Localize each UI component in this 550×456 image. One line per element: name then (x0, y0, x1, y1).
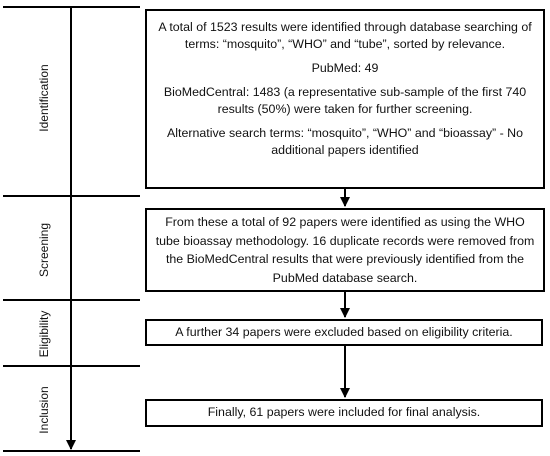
inclusion-text: Finally, 61 papers were included for final analysis. (207, 405, 481, 419)
stage-label-inclusion: Inclusion (37, 386, 51, 434)
eligibility-box (145, 319, 543, 346)
stage-label-screening: Screening (37, 222, 51, 278)
stage-label-identification: Identification (37, 64, 51, 132)
identification-box (145, 9, 545, 189)
eligibility-text: A further 34 papers were excluded based on eligibility criteria. (175, 325, 513, 339)
screening-box (145, 208, 545, 292)
identification-alternative-text: Alternative search terms: “mosquito”, “WHO” and “bioassay” - No additional papers identified (167, 126, 523, 157)
identification-pubmed-text: PubMed: 49 (311, 61, 379, 75)
identification-biomedcentral-text: BioMedCentral: 1483 (a representative sub-sample of the first 740 results (50%) were taken for further screening. (163, 85, 527, 116)
stage-label-eligibility: Eligibility (37, 310, 51, 358)
screening-text: From these a total of 92 papers were identified as using the WHO tube bioassay methodology. 16 duplicate records were removed from the BioMedCentral results that were previously identified from the PubMed database search. (155, 215, 535, 285)
identification-total-text: A total of 1523 results were identified through database searching of terms: “mosquito”, “WHO” and “tube”, sorted by relevance. (158, 20, 532, 51)
inclusion-box (145, 399, 543, 427)
